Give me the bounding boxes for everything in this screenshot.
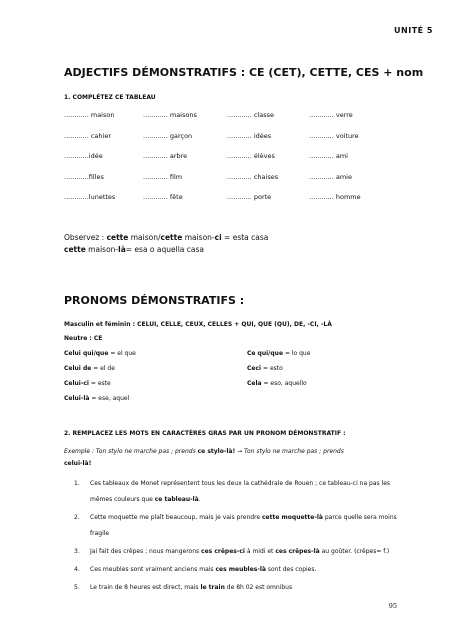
pronoun-translation: = esto <box>263 365 283 372</box>
observation-text: maison- <box>182 233 215 242</box>
pronoun-term: Celui de <box>64 365 92 372</box>
pronoun-translation: = este <box>90 380 111 387</box>
exercise-2-title: 2. REMPLACEZ LES MOTS EN CARACTÈRES GRAS PAR UN PRONOM DÉMONSTRATIF : <box>64 430 346 437</box>
table-cell: ............lunettes <box>64 193 116 201</box>
item-text-part: Ces tableaux de Monet représentent tous les deux la cathédrale de Rouen ; ce tableau-ci na pas les mêmes couleurs que <box>90 480 391 503</box>
table-cell: ............ amie <box>309 172 352 181</box>
pronoun-term: Celui-là <box>64 395 90 402</box>
pronoun-pairs <box>64 350 404 410</box>
table-cell: ............ cahier <box>64 131 112 140</box>
item-text-part: Jai fait des crêpes ; nous mangerons <box>90 548 202 555</box>
item-bold: cette moquette-là <box>262 514 323 521</box>
pair-row <box>64 350 404 365</box>
neutre-line: Neutre : CE <box>64 335 103 342</box>
pair-left <box>64 350 247 365</box>
section-title-pronoms: PRONOMS DÉMONSTRATIFS : <box>64 294 245 307</box>
item-bold: ces meubles-là <box>215 566 266 573</box>
table-cell: ............ classe <box>227 111 274 119</box>
pronoun-translation: = el de <box>93 365 115 372</box>
table-row <box>64 132 404 153</box>
table-row <box>64 152 404 173</box>
pair-right <box>247 395 404 410</box>
table-cell: ............ voiture <box>309 131 359 140</box>
table-cell: ............filles <box>64 172 104 181</box>
pair-row <box>64 395 404 410</box>
table-cell: ............ idées <box>227 131 272 140</box>
pronoun-translation: = el que <box>110 350 136 357</box>
item-text-part: parce quelle sera moins fragile <box>90 514 397 537</box>
table-row <box>64 193 404 214</box>
pair-left <box>64 380 247 395</box>
table-cell: ............ fête <box>143 193 183 201</box>
observation-text: maison/ <box>128 233 161 242</box>
item-text <box>90 580 409 596</box>
pair-right <box>247 365 404 380</box>
unit-label: UNITÉ 5 <box>394 26 433 35</box>
list-item <box>64 580 409 596</box>
item-number: 5. <box>74 584 80 591</box>
item-text-part: de 8h 02 est omnibus <box>224 584 293 591</box>
pronoun-translation: = lo que <box>284 350 311 357</box>
observation-bold: cette <box>64 245 86 254</box>
observation-text: Observez : <box>64 233 107 242</box>
pair-row <box>64 380 404 395</box>
table-row <box>64 111 404 132</box>
section-title-adjectifs: ADJECTIFS DÉMONSTRATIFS : CE (CET), CETTE, CES + nom <box>64 66 424 79</box>
item-text-part: à midi et <box>244 548 276 555</box>
table-cell: ............ homme <box>309 193 361 201</box>
table-cell: ............idée <box>64 152 103 160</box>
masculin-feminin-line: Masculin et féminin : CELUI, CELLE, CEUX, CELLES + QUI, QUE (QU), DE, -CI, -LÀ <box>64 321 332 328</box>
observation-text: = esa o aquella casa <box>125 245 205 254</box>
example-answer: celui-là! <box>64 460 92 467</box>
item-number: 1. <box>74 480 80 487</box>
observation-bold: là <box>118 245 126 254</box>
table-cell: ............ élèves <box>227 152 275 160</box>
item-text <box>90 476 409 508</box>
item-text-part: Le train de 8 heures est direct, mais <box>90 584 201 591</box>
item-text-part: sont des copies. <box>265 566 317 573</box>
table-cell: ............ arbre <box>143 152 188 160</box>
table-cell: ............ porte <box>227 193 272 201</box>
table-cell: ............ film <box>143 172 183 181</box>
item-bold: ces crêpes-ci <box>201 548 245 555</box>
item-number: 2. <box>74 514 80 521</box>
item-text-part: Cette moquette me plaît beaucoup, mais je vais prendre <box>90 514 262 521</box>
observation-bold: cette <box>106 233 129 242</box>
list-item <box>64 510 409 542</box>
pronoun-translation: = ese, aquel <box>91 395 130 402</box>
item-text-part: Ces meubles sont vraiment anciens mais <box>90 566 216 573</box>
observation-text: maison- <box>85 245 119 254</box>
fill-in-table <box>64 111 404 214</box>
item-number: 3. <box>74 548 80 555</box>
item-text <box>90 562 409 578</box>
pronoun-term: Ceci <box>247 365 262 372</box>
table-row <box>64 173 404 194</box>
table-cell: ............ chaises <box>227 172 279 181</box>
pair-right <box>247 350 404 365</box>
pronoun-translation: = eso, aquello <box>263 380 307 387</box>
example-bold: ce stylo-là! <box>197 448 236 455</box>
observation-bold: ci <box>214 233 222 242</box>
pronoun-term: Celui qui/que <box>64 350 109 357</box>
observation-block <box>64 232 268 256</box>
example-text: Exemple : Ton stylo ne marche pas ; prends <box>64 448 198 455</box>
example-block <box>64 446 409 470</box>
pronoun-term: Ce qui/que <box>247 350 284 357</box>
item-number: 4. <box>74 566 80 573</box>
page-number: 95 <box>388 602 397 610</box>
exercise-1-title: 1. COMPLÉTEZ CE TABLEAU <box>64 94 156 101</box>
example-text: → Ton stylo ne marche pas ; prends <box>235 448 344 455</box>
item-bold: ce tableau-là <box>154 496 199 503</box>
table-cell: ............ maisons <box>143 111 197 119</box>
observation-line-2 <box>64 244 268 256</box>
pair-left <box>64 365 247 380</box>
item-bold: le train <box>200 584 225 591</box>
item-text <box>90 510 409 542</box>
pair-left <box>64 395 247 410</box>
item-text-part: au goûter. (crêpes= f.) <box>319 548 390 555</box>
pronoun-term: Cela <box>247 380 262 387</box>
table-cell: ............ ami <box>309 152 348 160</box>
observation-bold: cette <box>160 233 183 242</box>
table-cell: ............ verre <box>309 111 353 119</box>
observation-text: = esta casa <box>221 233 269 242</box>
item-bold: ces crêpes-là <box>275 548 320 555</box>
pair-right <box>247 380 404 395</box>
table-cell: ............ maison <box>64 111 115 119</box>
table-cell: ............ garçon <box>143 131 193 140</box>
item-text <box>90 544 409 560</box>
exercise-2-list <box>64 476 409 598</box>
list-item <box>64 562 409 578</box>
list-item <box>64 476 409 508</box>
list-item <box>64 544 409 560</box>
item-text-part: . <box>198 496 201 503</box>
pair-row <box>64 365 404 380</box>
pronoun-term: Celui-ci <box>64 380 89 387</box>
observation-line-1 <box>64 232 268 244</box>
